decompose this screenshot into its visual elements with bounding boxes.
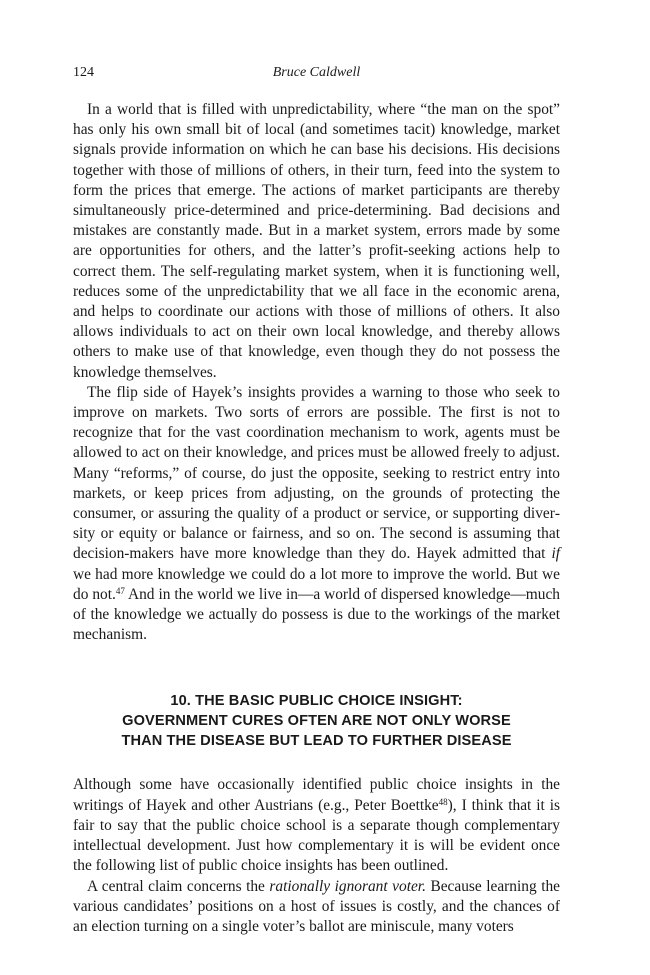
- book-page: [73, 62, 560, 937]
- paragraph-2-text-b: we had more knowledge we could do a lot more to improve the world. But we do not.: [73, 565, 560, 603]
- paragraph-4-text-b: Because learning the various candidates’ positions on a host of issues is costly, and the chances of an election turning on a single voter’s ballot are miniscule, many voters: [73, 877, 560, 935]
- page-number: 124: [73, 65, 94, 80]
- paragraph-4-text-a: A central claim concerns the: [87, 877, 270, 895]
- paragraph-1-text: In a world that is filled with unpredictability, where “the man on the spot” has only his own small bit of local (and sometimes tacit) knowledge, market signals provide information on which he can base his decisions. His decisions together with those of millions of others, in their turn, feed into the system to form the prices that emerge. The actions of market participants are thereby simultaneously price-determined and price-determining. Bad decisions and mistakes are constantly made. But in a market system, errors made by some are opportunities for others, and the latter’s profit-seeking actions help to correct them. The self-regulating market system, when it is functioning well, reduces some of the unpredictability that we all face in the economic arena, and helps to coordinate our actions with those of millions of others. It also allows individuals to act on their own local knowledge, and thereby allows others to make use of that knowledge, even though they do not possess the knowledge themselves.: [73, 101, 560, 381]
- footnote-ref-47[interactable]: 47: [115, 585, 125, 596]
- paragraph-3-text-a: Although some have occasionally identified public choice insights in the writings of Hayek and other Austrians (e.g., Peter Boettke: [73, 776, 560, 814]
- emphasis-rationally-ignorant-voter: rationally ignorant voter.: [269, 877, 426, 895]
- running-head: [73, 62, 560, 84]
- paragraph-1: [73, 100, 560, 383]
- paragraph-2: [73, 383, 560, 646]
- paragraph-2-text-a: The flip side of Hayek’s insights provides a warning to those who seek to improve on markets. Two sorts of errors are possible. The first is not to recognize that for the vast coordination mechanism to work, agents must be allowed to act on their knowledge, and prices must be allowed freely to adjust. Many “reforms,” of course, do just the opposite, seeking to restrict entry into markets, or keep prices from adjusting, on the grounds of protecting the consumer, or assuring the quality of a product or service, or supporting diversity or equity or balance or fairness, and so on. The second is assuming that decision-makers have more knowledge than they do. Hayek admitted that: [73, 383, 560, 563]
- footnote-ref-48[interactable]: 48: [438, 796, 448, 807]
- emphasis-if: if: [551, 545, 560, 563]
- paragraph-4: [73, 877, 560, 938]
- section-heading: [73, 691, 560, 751]
- section-heading-line-3: THAN THE DISEASE BUT LEAD TO FURTHER DISEASE: [121, 733, 512, 750]
- paragraph-3-text-b: ), I think that it is fair to say that the public choice school is a separate though complementary intellectual development. Just how complementary it is will be evident once the following list of public choice insights has been outlined.: [73, 796, 560, 875]
- section-heading-line-2: GOVERNMENT CURES OFTEN ARE NOT ONLY WORSE: [122, 713, 511, 730]
- section-heading-line-1: 10. THE BASIC PUBLIC CHOICE INSIGHT:: [170, 693, 463, 710]
- paragraph-2-text-c: And in the world we live in—a world of dispersed knowledge—much of the knowledge we actually do possess is due to the workings of the market mechanism.: [73, 585, 560, 644]
- paragraph-3: [73, 775, 560, 876]
- body-text: [73, 100, 560, 937]
- running-title: Bruce Caldwell: [272, 65, 361, 80]
